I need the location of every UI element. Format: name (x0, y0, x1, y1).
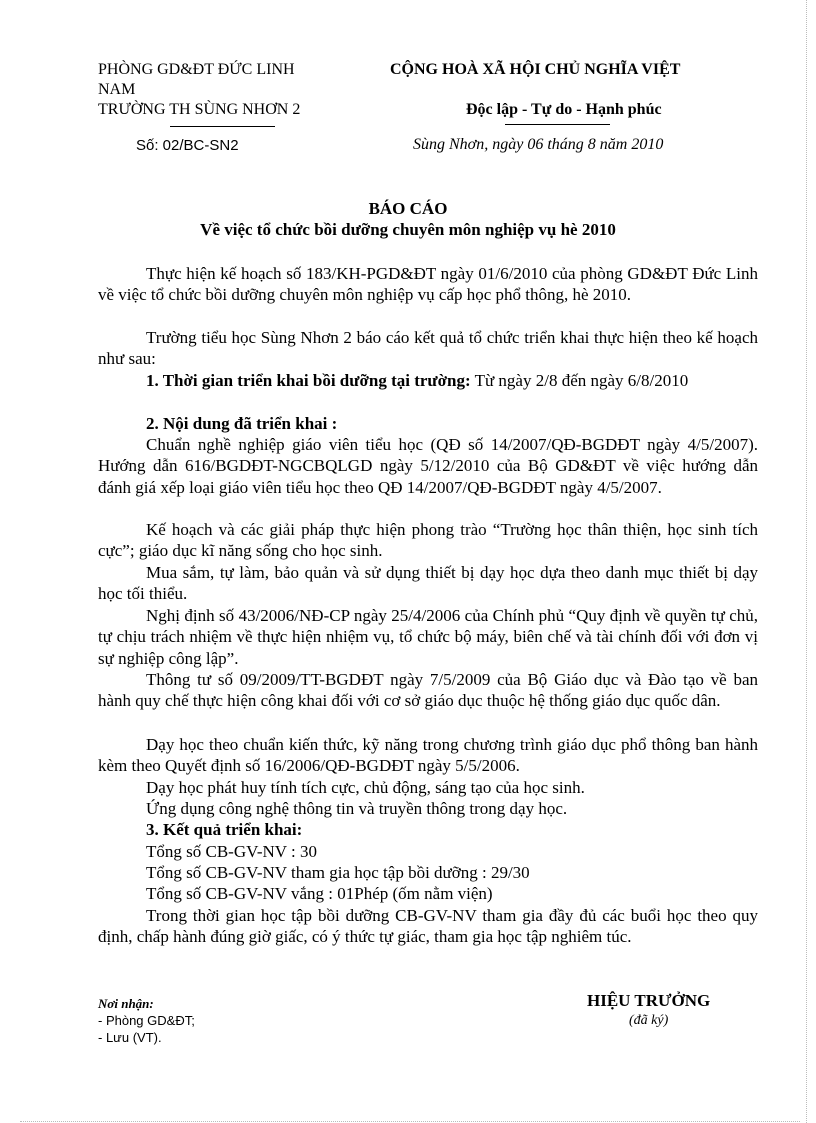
content-circular: Thông tư số 09/2009/TT-BGDĐT ngày 7/5/2009 của Bộ Giáo dục và Đào tạo về ban hành quy chế thực hiện công khai đối với cơ sở giáo dục thuộc hệ thống giáo dục quốc dân. (98, 670, 758, 711)
national-motto: Độc lập - Tự do - Hạnh phúc (466, 101, 662, 118)
result-summary: Trong thời gian học tập bồi dưỡng CB-GV-NV tham gia đầy đủ các buổi học theo quy định, chấp hành đúng giờ giấc, có ý thức tự giác, tham gia học tập nghiêm túc. (98, 906, 758, 947)
issuer-line1: PHÒNG GD&ĐT ĐỨC LINH (98, 61, 295, 78)
content-standards: Chuẩn nghề nghiệp giáo viên tiểu học (QĐ số 14/2007/QĐ-BGDĐT ngày 4/5/2007). Hướng dẫn 616/BGDĐT-NGCBQLGD ngày 5/12/2010 của Bộ GD&ĐT về việc hướng dẫn đánh giá xếp loại giáo viên tiểu học theo QĐ 14/2007/QĐ-BGDĐT ngày 4/5/2007. (98, 435, 758, 497)
section2-heading: 2. Nội dung đã triển khai : (146, 414, 338, 433)
report-title: BÁO CÁO (368, 199, 448, 218)
result-total-staff: Tổng số CB-GV-NV : 30 (146, 842, 317, 861)
recipient-department: - Phòng GD&ĐT; (98, 1013, 195, 1028)
place-date: Sùng Nhơn, ngày 06 tháng 8 năm 2010 (413, 136, 664, 153)
section1-text: Từ ngày 2/8 đến ngày 6/8/2010 (470, 371, 689, 390)
recipients-label: Nơi nhận: (98, 996, 154, 1011)
document-number: Số: 02/BC-SN2 (136, 137, 239, 154)
recipient-archive: - Lưu (VT). (98, 1030, 162, 1045)
header-left-divider (170, 126, 275, 127)
content-friendly-school: Kế hoạch và các giải pháp thực hiện phong trào “Trường học thân thiện, học sinh tích cực”; giáo dục kĩ năng sống cho học sinh. (98, 520, 758, 561)
content-curriculum: Dạy học theo chuẩn kiến thức, kỹ năng trong chương trình giáo dục phổ thông ban hành kèm theo Quyết định số 16/2006/QĐ-BGDĐT ngày 5/5/2006. (98, 735, 758, 776)
national-title: CỘNG HOÀ XÃ HỘI CHỦ NGHĨA VIỆT (390, 61, 681, 78)
intro-paragraph: Thực hiện kế hoạch số 183/KH-PGD&ĐT ngày 01/6/2010 của phòng GD&ĐT Đức Linh về việc tổ chức bồi dưỡng chuyên môn nghiệp vụ cấp học phổ thông, hè 2010. (98, 264, 758, 305)
report-subtitle: Về việc tổ chức bồi dưỡng chuyên môn nghiệp vụ hè 2010 (200, 220, 616, 239)
signer-title: HIỆU TRƯỞNG (587, 991, 711, 1010)
header-right-divider (505, 124, 610, 125)
issuer-line2: NAM (98, 81, 136, 98)
section1-heading: 1. Thời gian triển khai bồi dưỡng tại trường: (146, 371, 471, 390)
section1-paragraph (98, 370, 758, 391)
content-decree: Nghị định số 43/2006/NĐ-CP ngày 25/4/2006 của Chính phủ “Quy định về quyền tự chủ, tự chịu trách nhiệm về thực hiện nhiệm vụ, tổ chức bộ máy, biên chế và tài chính đối với đơn vị sự nghiệp công lập”. (98, 606, 758, 668)
result-participants: Tổng số CB-GV-NV tham gia học tập bồi dưỡng : 29/30 (146, 863, 530, 882)
result-absent: Tổng số CB-GV-NV vắng : 01Phép (ốm nằm viện) (146, 884, 493, 903)
page-bottom-edge (20, 1121, 800, 1122)
content-active-learning: Dạy học phát huy tính tích cực, chủ động, sáng tạo của học sinh. (146, 778, 585, 797)
section3-heading: 3. Kết quả triển khai: (146, 820, 303, 839)
report-intro-paragraph: Trường tiểu học Sùng Nhơn 2 báo cáo kết quả tổ chức triển khai thực hiện theo kế hoạch như sau: (98, 328, 758, 369)
signed-note: (đã ký) (629, 1013, 669, 1028)
content-equipment: Mua sắm, tự làm, bảo quản và sử dụng thiết bị dạy học dựa theo danh mục thiết bị dạy học tối thiểu. (98, 563, 758, 604)
page-right-edge (806, 0, 807, 1123)
content-ict: Ứng dụng công nghệ thông tin và truyền thông trong dạy học. (146, 799, 568, 818)
school-name: TRƯỜNG TH SÙNG NHƠN 2 (98, 101, 301, 118)
